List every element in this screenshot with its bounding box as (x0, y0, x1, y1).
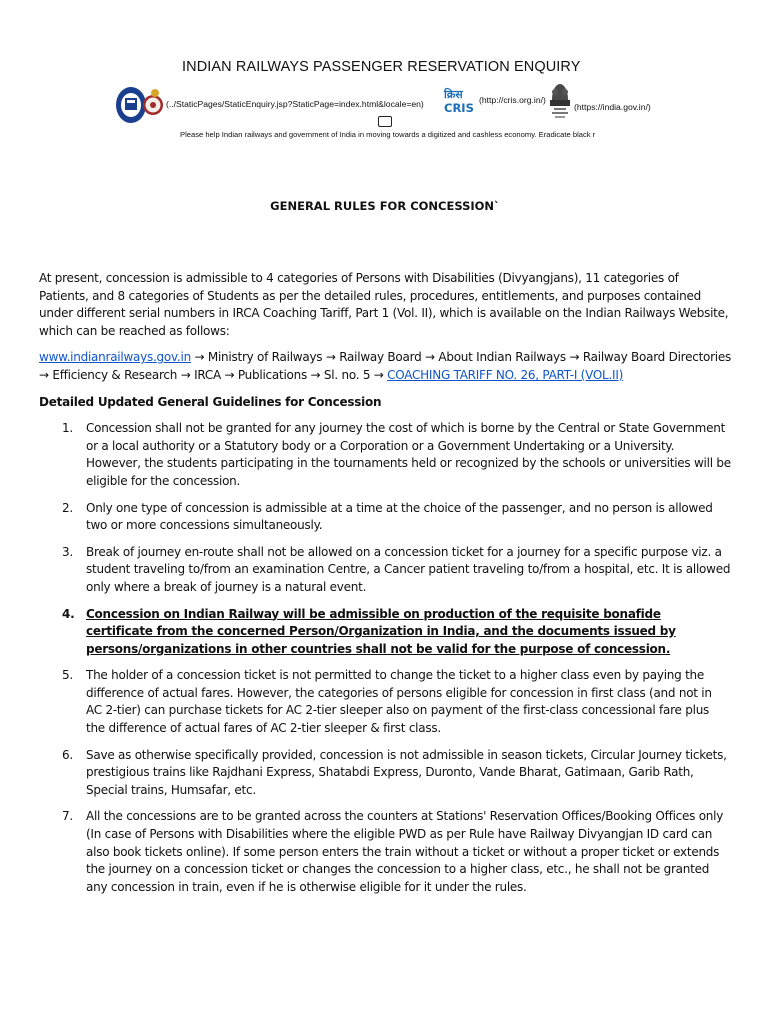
rule-number: 3. (62, 544, 73, 559)
national-emblem-icon (546, 82, 574, 124)
checkbox-icon[interactable] (378, 116, 392, 127)
rule-item (39, 544, 731, 597)
rule-item (39, 420, 731, 490)
cashless-notice: Please help Indian railways and government of India in moving towards a digitized and cashless economy. Eradicate black r (180, 130, 596, 139)
document-content (39, 270, 731, 905)
rule-text: Concession on Indian Railway will be admissible on production of the requisite bonafide certificate from the concerned Person/Organization in India, and the documents issued by persons/organizations in other countries shall not be valid for the purpose of concession. (86, 606, 676, 656)
cris-logo (443, 86, 477, 114)
rule-text: Only one type of concession is admissible at a time at the choice of the passenger, and no person is allowed two or more concessions simultaneously. (86, 500, 713, 533)
rule-text: Save as otherwise specifically provided, concession is not admissible in season tickets, Circular Journey tickets, prestigious trains like Rajdhani Express, Shatabdi Express, Duronto, Vande Bharat, Gatimaan, Garib Rath, Special trains, Humsafar, etc. (86, 747, 727, 797)
rule-item (39, 808, 731, 896)
rule-text: The holder of a concession ticket is not permitted to change the ticket to a higher class even by paying the difference of actual fares. However, the categories of persons eligible for concession in first class (and not in AC 2-tier) can purchase tickets for AC 2-tier sleeper also on payment of the first-class concessional fare plus the difference of actual fares of AC 2-tier sleeper & first class. (86, 668, 712, 736)
navigation-path (39, 349, 731, 384)
rule-item (39, 500, 731, 535)
rule-item-emphasized (39, 606, 731, 659)
rule-number: 5. (62, 668, 73, 683)
rules-list (39, 420, 731, 896)
rule-number: 1. (62, 421, 73, 436)
cris-link[interactable]: (http://cris.org.in/) (479, 95, 546, 105)
rule-item (39, 667, 731, 737)
indian-railways-logo (113, 82, 165, 128)
cris-logo-text: CRIS (444, 101, 474, 114)
rule-number: 6. (62, 747, 73, 762)
page-header-title: INDIAN RAILWAYS PASSENGER RESERVATION ENQUIRY (182, 59, 581, 75)
india-gov-link[interactable]: (https://india.gov.in/) (574, 102, 651, 112)
rule-number: 2. (62, 500, 73, 515)
static-enquiry-link[interactable]: (../StaticPages/StaticEnquiry.jsp?StaticPage=index.html&locale=en) (166, 99, 424, 109)
document-title: GENERAL RULES FOR CONCESSION` (270, 199, 500, 213)
indianrailways-website-link[interactable]: www.indianrailways.gov.in (39, 350, 191, 365)
rule-text: Concession shall not be granted for any journey the cost of which is borne by the Central or State Government or a local authority or a Statutory body or a Corporation or a Government Undertaking or a University. However, the students participating in the tournaments held or recognized by the schools or universities will be eligible for the concession. (86, 421, 731, 488)
rule-number: 7. (62, 809, 73, 824)
intro-paragraph: At present, concession is admissible to 4 categories of Persons with Disabilities (Divyangjans), 11 categories of Patients, and 8 categories of Students as per the detailed rules, procedures, entitlements, and purposes contained under different serial numbers in IRCA Coaching Tariff, Part 1 (Vol. II), which is available on the Indian Railways Website, which can be reached as follows: (39, 271, 729, 338)
rule-number: 4. (62, 606, 75, 621)
navigation-path-text: → Ministry of Railways → Railway Board → About Indian Railways → Railway Board Directories → Efficiency & Research → IRCA → Publications → Sl. no. 5 → (39, 350, 732, 382)
rule-item (39, 747, 731, 800)
coaching-tariff-link[interactable]: COACHING TARIFF NO. 26, PART-I (VOL.II) (387, 367, 624, 382)
rule-text: All the concessions are to be granted across the counters at Stations' Reservation Offices/Booking Offices only (In case of Persons with Disabilities where the eligible PWD as per Rule have Railway Divyangjan ID card can also book tickets online). If some person enters the train without a ticket or without a proper ticket or extends the journey on a concession ticket or changes the concession to a higher class, etc., he shall not be granted any concession in train, even if he is otherwise eligible for it under the rules. (86, 809, 724, 894)
rule-text: Break of journey en-route shall not be allowed on a concession ticket for a journey for a specific purpose viz. a student traveling to/from an examination Centre, a Cancer patient traveling to/from a hospital, etc. It is allowed only where a break of journey is a natural event. (86, 544, 731, 594)
guidelines-heading: Detailed Updated General Guidelines for Concession (39, 394, 382, 409)
cris-hindi-text: क्रिस (444, 88, 463, 101)
